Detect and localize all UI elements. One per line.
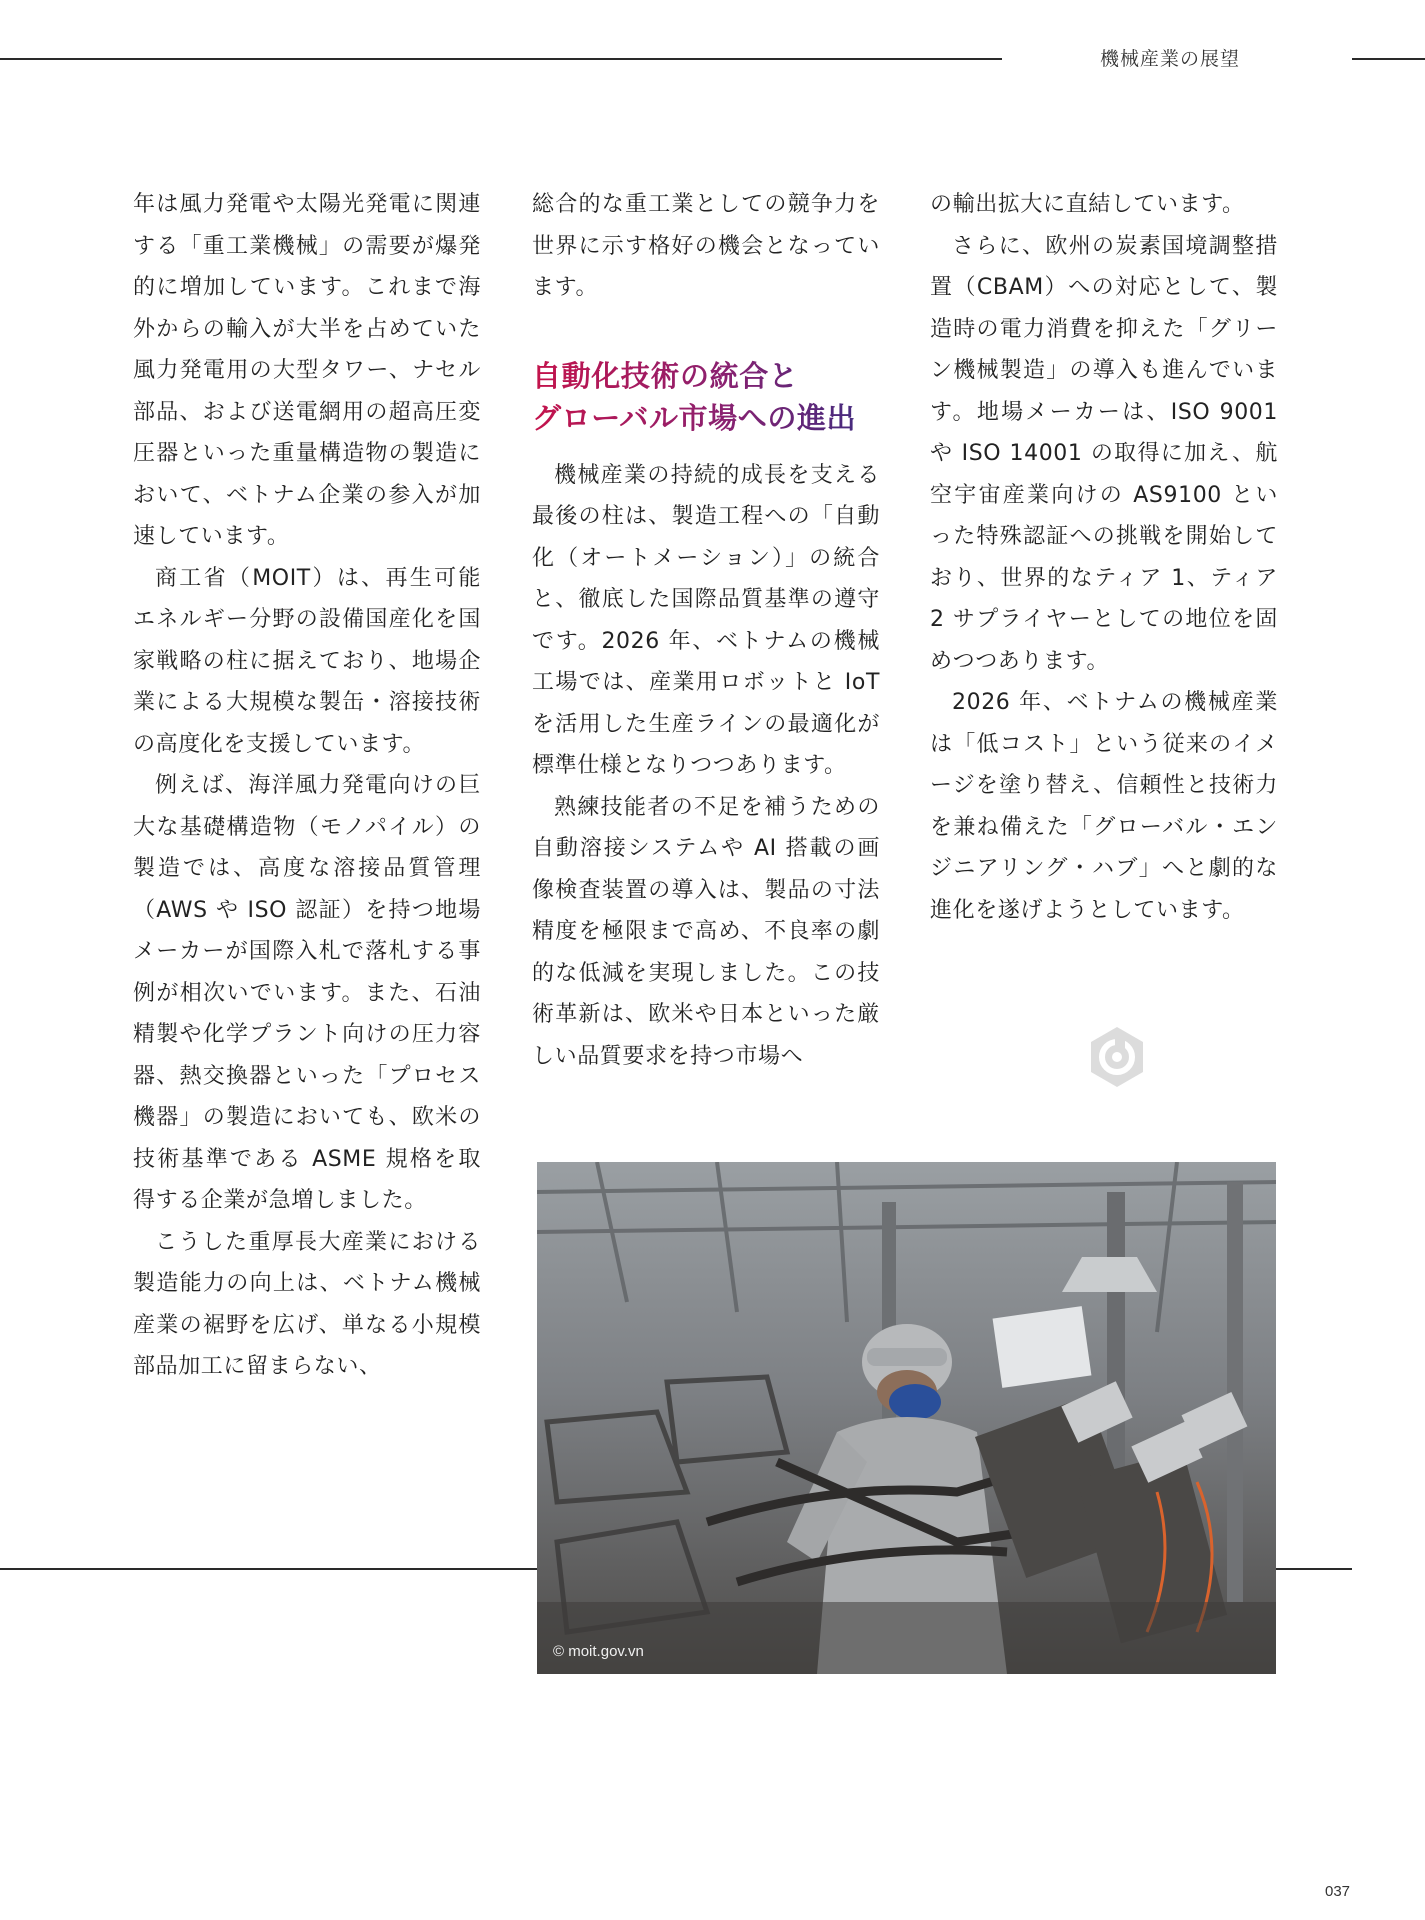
text-column-left [133, 184, 481, 1388]
factory-photo [537, 1162, 1276, 1674]
section-title: 機械産業の展望 [1100, 48, 1241, 70]
page-number: 037 [1325, 1883, 1351, 1900]
paragraph: 商工省（MOIT）は、再生可能エネルギー分野の設備国産化を国家戦略の柱に据えており、地場企業による大規模な製缶・溶接技術の高度化を支援しています。 [133, 565, 481, 757]
heading-line: 自動化技術の統合と [532, 358, 799, 393]
footer-rule-right [1276, 1568, 1352, 1570]
paragraph: 2026 年、ベトナムの機械産業は「低コスト」という従来のイメージを塗り替え、信頼性と技術力を兼ね備えた「グローバル・エンジニアリング・ハブ」へと劇的な進化を遂げようとしています。 [930, 690, 1278, 923]
hexagon-logo-icon [1085, 1025, 1149, 1089]
paragraph: 機械産業の持続的成長を支える最後の柱は、製造工程への「自動化（オートメーション）」の統合と、徹底した国際品質基準の遵守です。2026 年、ベトナムの機械工場では、産業用ロボットと IoT を活用した生産ラインの最適化が標準仕様となりつつあります。 [532, 462, 880, 778]
paragraph: 総合的な重工業としての競争力を世界に示す格好の機会となっています。 [532, 192, 880, 300]
section-heading [532, 355, 880, 439]
paragraph: こうした重厚長大産業における製造能力の向上は、ベトナム機械産業の裾野を広げ、単なる小規模部品加工に留まらない、 [133, 1229, 481, 1379]
text-column-right [930, 184, 1278, 931]
paragraph: さらに、欧州の炭素国境調整措置（CBAM）への対応として、製造時の電力消費を抑えた「グリーン機械製造」の導入も進んでいます。地場メーカーは、ISO 9001 や ISO 14001 の取得に加え、航空宇宙産業向けの AS9100 といった特殊認証への挑戦を開始しており、世界的なティア 1、ティア 2 サプライヤーとしての地位を固めつつあります。 [930, 233, 1278, 674]
paragraph: 例えば、海洋風力発電向けの巨大な基礎構造物（モノパイル）の製造では、高度な溶接品質管理（AWS や ISO 認証）を持つ地場メーカーが国際入札で落札する事例が相次いでいます。また、石油精製や化学プラント向けの圧力容器、熱交換器といった「プロセス機器」の製造においても、欧米の技術基準である ASME 規格を取得する企業が急増しました。 [133, 773, 481, 1213]
paragraph: の輸出拡大に直結しています。 [930, 192, 1245, 217]
heading-line: グローバル市場への進出 [532, 400, 857, 435]
paragraph: 年は風力発電や太陽光発電に関連する「重工業機械」の需要が爆発的に増加しています。これまで海外からの輸入が大半を占めていた風力発電用の大型タワー、ナセル部品、および送電網用の超高圧変圧器といった重量構造物の製造において、ベトナム企業の参入が加速しています。 [133, 192, 481, 549]
footer-rule-left [0, 1568, 537, 1570]
header-rule-right [1352, 58, 1425, 60]
photo-credit: © moit.gov.vn [553, 1643, 644, 1660]
paragraph: 熟練技能者の不足を補うための自動溶接システムや AI 搭載の画像検査装置の導入は、製品の寸法精度を極限まで高め、不良率の劇的な低減を実現しました。この技術革新は、欧米や日本といった厳しい品質要求を持つ市場へ [532, 794, 880, 1069]
header-rule-left [0, 58, 1002, 60]
text-column-middle [532, 184, 880, 1077]
